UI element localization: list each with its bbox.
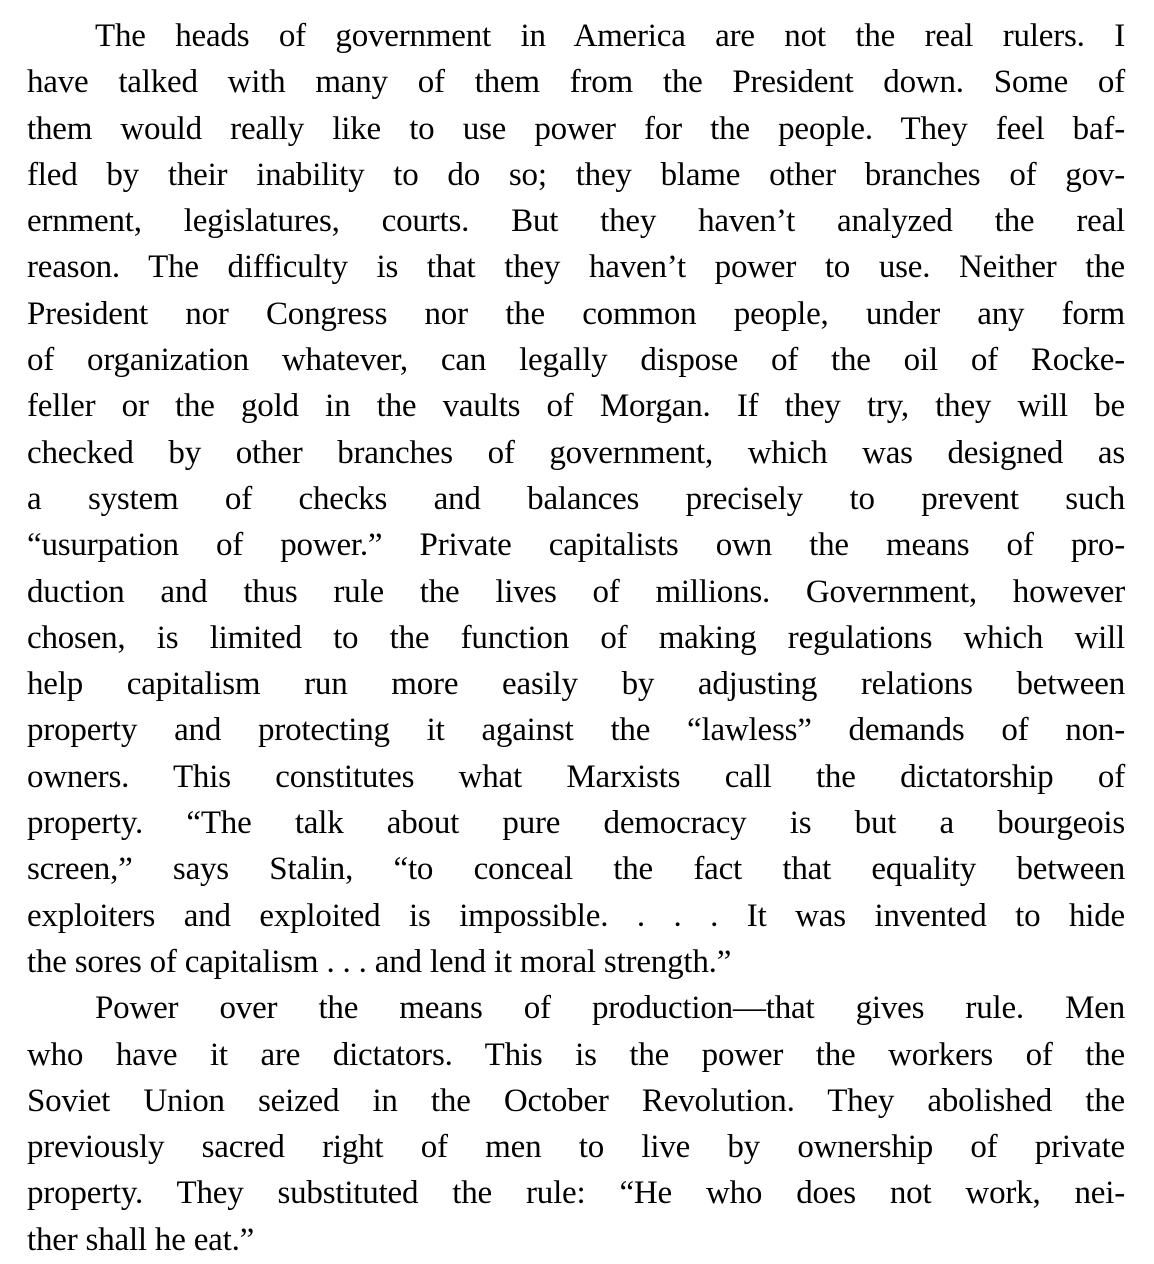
text-line: feller or the gold in the vaults of Morgan. If they try, they will be bbox=[27, 388, 1125, 425]
paragraph-1 bbox=[27, 13, 1125, 985]
text-line: help capitalism run more easily by adjusting relations between bbox=[27, 666, 1125, 703]
text-line: Power over the means of production—that gives rule. Men bbox=[95, 990, 1125, 1027]
text-line: ther shall he eat.” bbox=[27, 1221, 255, 1258]
text-line: property. They substituted the rule: “He who does not work, nei- bbox=[27, 1175, 1125, 1212]
text-line: fled by their inability to do so; they blame other branches of gov- bbox=[27, 156, 1125, 193]
text-line: screen,” says Stalin, “to conceal the fact that equality between bbox=[27, 851, 1125, 888]
text-line: chosen, is limited to the function of making regulations which will bbox=[27, 619, 1125, 656]
text-line: the sores of capitalism . . . and lend it moral strength.” bbox=[27, 943, 732, 980]
text-line: of organization whatever, can legally dispose of the oil of Rocke- bbox=[27, 342, 1125, 379]
paragraph-2 bbox=[27, 985, 1125, 1263]
text-line: reason. The difficulty is that they haven’t power to use. Neither the bbox=[27, 249, 1125, 286]
text-line: checked by other branches of government, which was designed as bbox=[27, 434, 1125, 471]
text-line: ernment, legislatures, courts. But they haven’t analyzed the real bbox=[27, 203, 1125, 240]
text-line: owners. This constitutes what Marxists call the dictatorship of bbox=[27, 758, 1125, 795]
text-line: The heads of government in America are not the real rulers. I bbox=[95, 18, 1125, 54]
text-line: previously sacred right of men to live by ownership of private bbox=[27, 1129, 1125, 1166]
text-line: duction and thus rule the lives of millions. Government, however bbox=[27, 573, 1125, 610]
text-line: property and protecting it against the “lawless” demands of non- bbox=[27, 712, 1125, 749]
text-line: who have it are dictators. This is the power the workers of the bbox=[27, 1036, 1125, 1073]
text-line: them would really like to use power for the people. They feel baf- bbox=[27, 110, 1125, 147]
text-line: have talked with many of them from the President down. Some of bbox=[27, 64, 1125, 101]
text-line: Soviet Union seized in the October Revolution. They abolished the bbox=[27, 1082, 1125, 1119]
text-line: exploiters and exploited is impossible. . . . It was invented to hide bbox=[27, 897, 1125, 934]
text-line: “usurpation of power.” Private capitalists own the means of pro- bbox=[27, 527, 1125, 564]
text-line: President nor Congress nor the common people, under any form bbox=[27, 295, 1125, 332]
text-line: a system of checks and balances precisely to prevent such bbox=[27, 480, 1125, 517]
text-line: property. “The talk about pure democracy is but a bourgeois bbox=[27, 805, 1125, 842]
